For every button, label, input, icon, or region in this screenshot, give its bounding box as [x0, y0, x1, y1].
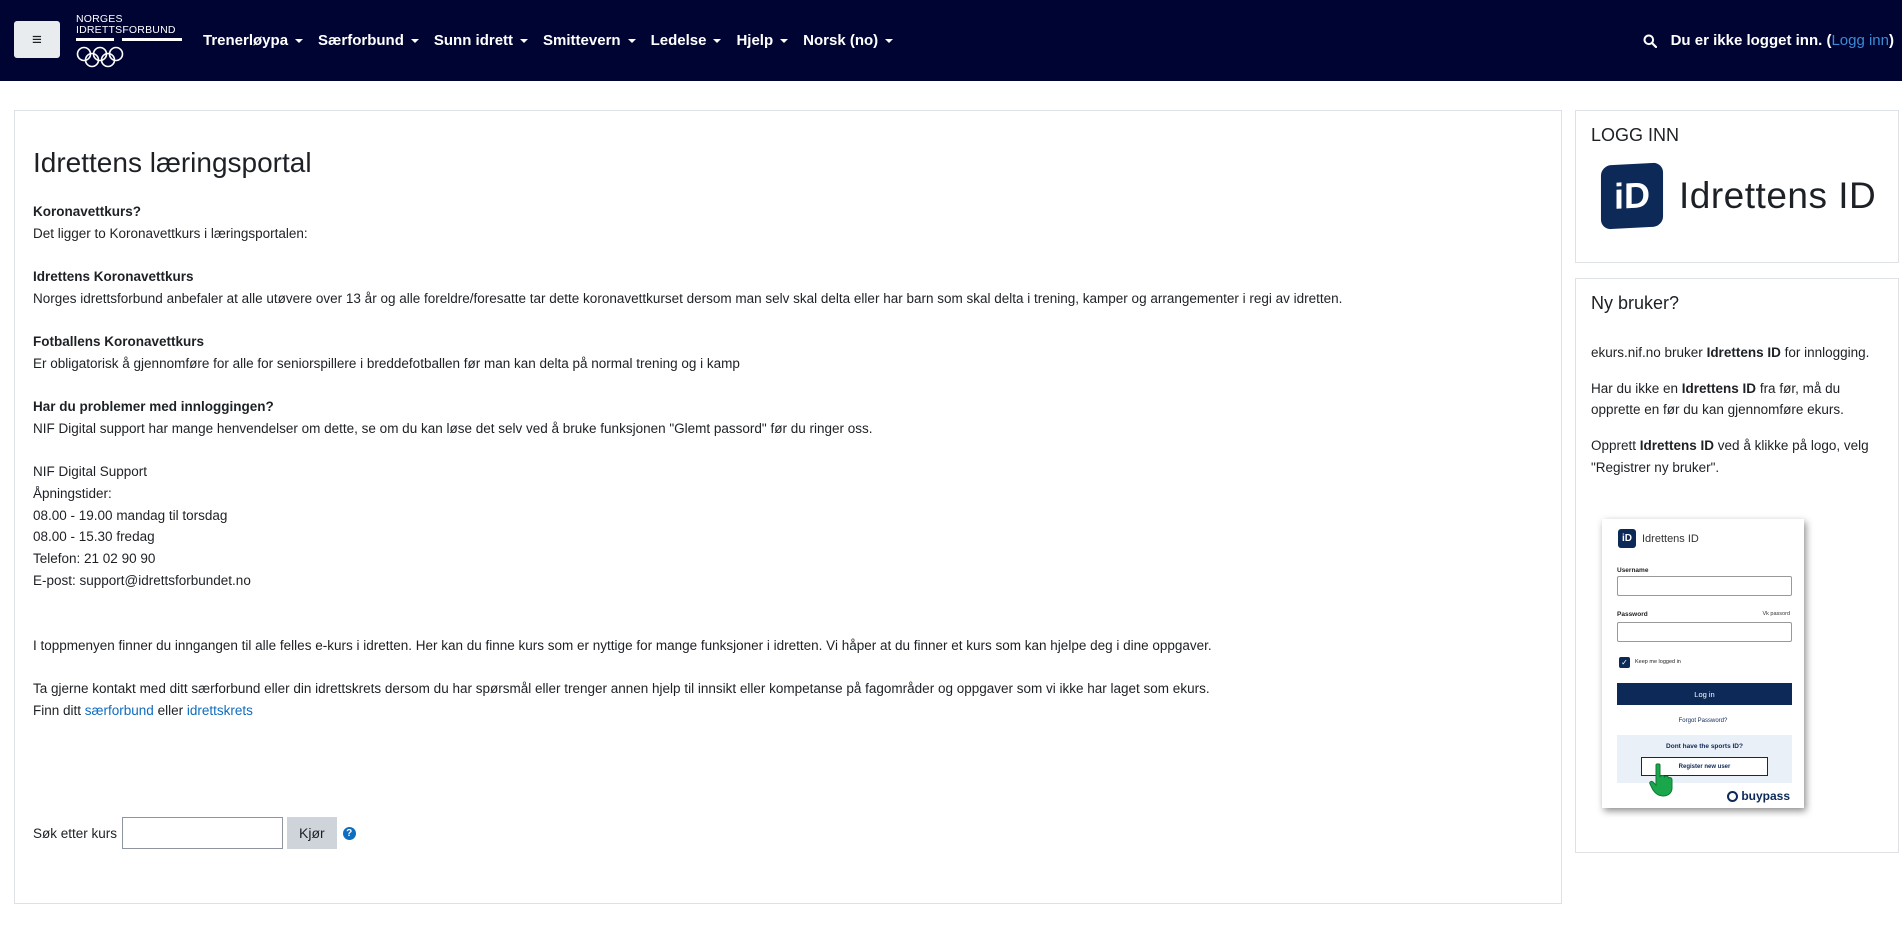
main-content: [14, 110, 1562, 904]
login-link[interactable]: Logg inn: [1831, 32, 1889, 49]
login-status-text: Du er ikke logget inn. (: [1670, 32, 1832, 49]
idrettens-id-text: Idrettens ID: [1679, 175, 1877, 216]
fotball-kurs-heading: Fotballens Koronavettkurs: [33, 334, 205, 350]
menu-label: Ledelse: [650, 32, 707, 49]
logo-bar: [76, 38, 182, 41]
saerforbund-link[interactable]: særforbund: [84, 703, 154, 719]
course-search-label: Søk etter kurs: [33, 825, 118, 841]
caret-down-icon: [520, 39, 528, 43]
course-search-form: [33, 817, 356, 849]
caret-down-icon: [780, 39, 788, 43]
menu-label: Smittevern: [543, 32, 621, 49]
user-status-area: [1643, 0, 1894, 81]
mini-login-button: Log in: [1617, 683, 1792, 705]
course-search-button[interactable]: Kjør: [287, 817, 337, 849]
logo-line2: IDRETTSFORBUND: [76, 24, 176, 36]
question-circle-icon[interactable]: ?: [343, 827, 356, 840]
support-line: 08.00 - 19.00 mandag til torsdag: [33, 507, 228, 523]
mini-dont-have: Dont have the sports ID?: [1666, 743, 1743, 750]
olympic-rings-icon: [76, 46, 124, 68]
mini-register-box: [1617, 735, 1792, 783]
login-block-title: LOGG INN: [1591, 125, 1680, 145]
search-toggle[interactable]: [1643, 34, 1657, 48]
idrettens-id-badge: iD: [1601, 162, 1663, 229]
caret-down-icon: [628, 39, 636, 43]
support-line: 08.00 - 15.30 fredag: [33, 529, 155, 545]
idrettens-id-login-logo[interactable]: [1601, 164, 1876, 228]
menu-item-trenerloypa[interactable]: [203, 32, 303, 49]
mini-username-label: Username: [1617, 567, 1649, 574]
fotball-kurs-text: Er obligatorisk å gjennomføre for alle for seniorspillere i breddefotballen før man kan delta på normal trening og i kamp: [33, 355, 740, 371]
menu-item-hjelp[interactable]: [736, 32, 788, 49]
menu-item-ledelse[interactable]: [651, 32, 722, 49]
caret-down-icon: [295, 39, 303, 43]
mini-password-field: [1617, 622, 1792, 642]
menu-label: Trenerløypa: [203, 32, 289, 49]
new-user-block: [1575, 278, 1899, 853]
language-menu[interactable]: [803, 32, 893, 49]
search-icon: [1643, 34, 1657, 48]
support-line: Åpningstider:: [33, 486, 112, 502]
idrettskrets-link[interactable]: idrettskrets: [186, 703, 253, 719]
nif-logo[interactable]: [76, 14, 182, 68]
idrettens-id-register-screenshot[interactable]: [1602, 519, 1804, 808]
idrettens-kurs-heading: Idrettens Koronavettkurs: [33, 269, 194, 285]
buypass-dot-icon: [1727, 791, 1738, 802]
support-line: Telefon: 21 02 90 90: [33, 551, 156, 567]
menu-label: Norsk (no): [803, 32, 879, 49]
logo-bar-gap: [114, 36, 122, 43]
menu-label: Særforbund: [318, 32, 404, 49]
login-status-close: ): [1889, 32, 1894, 49]
logo-line1: NORGES: [76, 13, 123, 25]
new-user-title: Ny bruker?: [1591, 293, 1680, 313]
primary-menu: [203, 0, 908, 81]
menu-item-sunn-idrett[interactable]: [434, 32, 528, 49]
menu-item-saerforbund[interactable]: [318, 32, 419, 49]
support-line: NIF Digital Support: [33, 464, 148, 480]
caret-down-icon: [411, 39, 419, 43]
menu-label: Hjelp: [736, 32, 774, 49]
find-text: Finn ditt særforbund eller idrettskrets: [33, 703, 253, 719]
caret-down-icon: [713, 39, 721, 43]
page-title: Idrettens læringsportal: [33, 147, 312, 178]
buypass-text: buypass: [1741, 789, 1790, 803]
login-block: [1575, 110, 1899, 263]
mini-id-badge: iD: [1618, 529, 1636, 548]
mini-keep-logged: Keep me logged in: [1635, 659, 1681, 665]
drawer-toggle-button[interactable]: [14, 21, 60, 58]
mini-register-button: Register new user: [1641, 757, 1768, 776]
mini-header: [1618, 529, 1699, 548]
mini-forgot-password: Forgot Password?: [1678, 718, 1728, 724]
corona-heading: Koronavettkurs?: [33, 204, 142, 219]
mini-password-label: Password: [1617, 611, 1648, 618]
pointing-hand-icon: [1649, 763, 1673, 797]
top-navbar: [0, 0, 1902, 81]
new-user-text: ekurs.nif.no bruker Idrettens ID for innlogging. Har du ikke en Idrettens ID fra før, må du opprette en før du kan gjennomføre ekurs. Opprett Idrettens ID ved å klikke på logo, velg "Registrer ny bruker".: [1591, 345, 1870, 475]
topmenu-text: I toppmenyen finner du inngangen til alle felles e-kurs i idretten. Her kan du finne kurs som er nyttige for mange funksjoner i idretten. Vi håper at du finner et kurs som kan hjelpe deg i dine oppgaver.: [33, 637, 1212, 653]
hamburger-icon: ≡: [32, 29, 42, 49]
course-search-input[interactable]: [122, 817, 283, 849]
caret-down-icon: [885, 39, 893, 43]
contact-text: Ta gjerne kontakt med ditt særforbund eller din idrettskrets dersom du har spørsmål eller trenger annen hjelp til innsikt eller kompetanse på fagområder og oppgaver som vi ikke har laget som ekurs.: [33, 681, 1210, 697]
checkmark-icon: ✓: [1619, 657, 1630, 668]
intro-text: [33, 201, 1543, 722]
idrettens-kurs-text: Norges idrettsforbund anbefaler at alle utøvere over 13 år og alle foreldre/foresatte tar dette koronavettkurset dersom man selv skal delta eller har barn som skal delta i trening, kamper og arrangementer i regi av idretten.: [33, 290, 1343, 306]
mini-title: Idrettens ID: [1642, 532, 1699, 545]
menu-label: Sunn idrett: [433, 32, 514, 49]
mini-forgot-pw-short: Vk passord: [1762, 611, 1790, 617]
buypass-logo: [1727, 789, 1790, 803]
support-line: E-post: support@idrettsforbundet.no: [33, 572, 251, 588]
mini-username-field: [1617, 576, 1792, 596]
login-problem-text: NIF Digital support har mange henvendelser om dette, se om du kan løse det selv ved å bruke funksjonen "Glemt passord" før du ringer oss.: [33, 420, 873, 436]
menu-item-smittevern[interactable]: [543, 32, 636, 49]
corona-text: Det ligger to Koronavettkurs i læringsportalen:: [33, 225, 308, 241]
login-problem-heading: Har du problemer med innloggingen?: [33, 399, 274, 415]
